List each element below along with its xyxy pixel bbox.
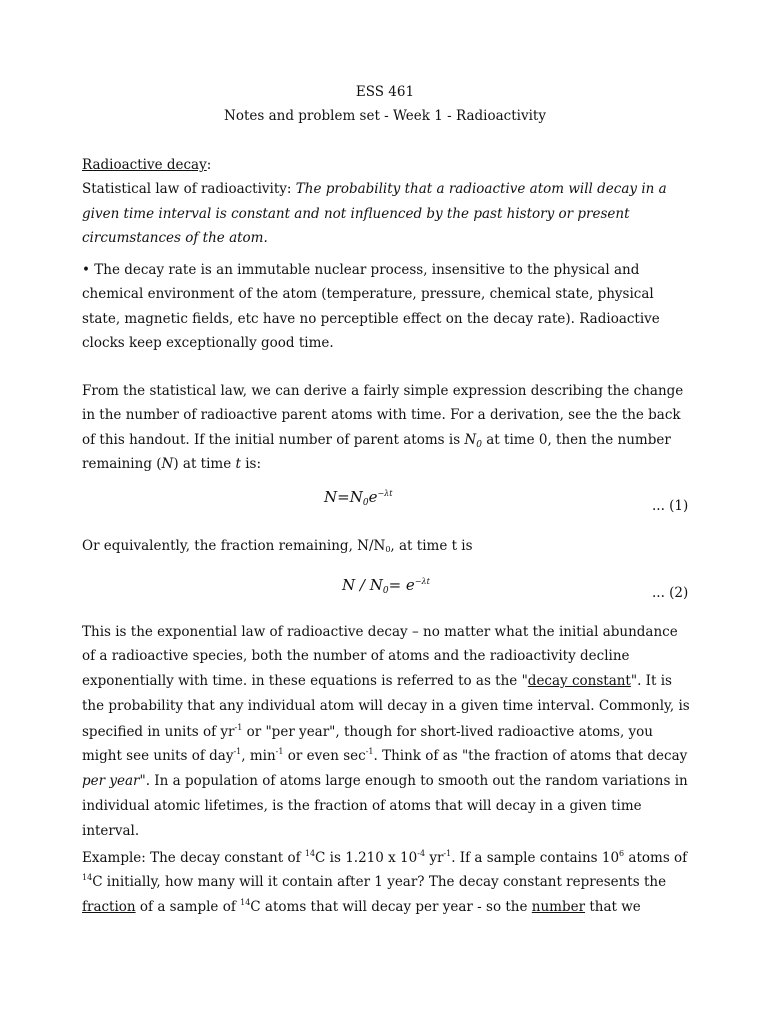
example-text: yr [425, 850, 444, 866]
paragraph-text: in these equations is referred to as the " [251, 672, 528, 689]
equiv-subscript: 0 [385, 545, 391, 554]
exponential-law-paragraph [82, 620, 692, 844]
fraction-term: fraction [82, 898, 136, 915]
derivation-text: ) at time [173, 456, 236, 473]
bullet-paragraph [82, 258, 692, 356]
superscript: -1 [365, 747, 374, 757]
symbol-n: N [161, 456, 174, 473]
superscript: 14 [304, 849, 316, 858]
eq2-subscript: 0 [382, 586, 389, 596]
superscript: 6 [619, 849, 625, 858]
eq2-lhs: N / N [342, 576, 383, 594]
section-heading-colon: : [206, 157, 212, 173]
paragraph-text: This is the exponential law of radioactive decay – no matter what the initial abundance of a radioactive species, both the number of atoms and the radioactivity decline exponentially with time. [82, 624, 678, 689]
paragraph-text: as "the fraction of atoms that decay [442, 748, 688, 765]
derivation-text: at time 0, then the number remaining ( [82, 431, 671, 473]
eq2-exponent: −λt [414, 577, 430, 586]
equation-2 [342, 576, 430, 594]
eq1-lhs: N [324, 488, 338, 506]
law-label: Statistical law of radioactivity: [82, 181, 296, 198]
paragraph-text: or "per year", though for short-lived radioactive atoms, you might see units of day [82, 723, 653, 765]
equation-1-number: ... (1) [652, 498, 689, 514]
superscript: 14 [82, 873, 93, 883]
law-statement: The probability that a radioactive atom will decay in a given time interval is constant and not influenced by the past history or present circumstances of the atom. [82, 181, 667, 247]
example-text: C is 1.210 x 10 [315, 850, 418, 866]
section-heading: Radioactive decay [82, 157, 207, 173]
example-text: that we [585, 898, 641, 915]
law-section [82, 153, 692, 251]
paragraph-text: is the fraction of atoms that will decay in a given time interval. [82, 797, 642, 840]
example-paragraph [82, 846, 692, 919]
bullet-text: The decay rate is an immutable nuclear process, insensitive to the physical and chemical environment of the atom (temperature, pressure, chemical state, physical state, magnetic fields, etc have no perceptible effect on the decay rate). Radioactive clocks keep exceptionally good time. [82, 262, 660, 352]
bullet-marker: • [82, 262, 90, 278]
symbol-n0-subscript: 0 [476, 439, 482, 450]
example-text: . If a sample contains 10 [451, 850, 620, 866]
example-text: Example: The decay constant of [82, 850, 305, 866]
example-text: C initially, how many will it contain after 1 year? The decay constant represents the [92, 874, 667, 891]
superscript: -1 [234, 722, 243, 732]
superscript: -1 [275, 747, 284, 757]
superscript: 14 [240, 897, 251, 907]
equation-1 [324, 488, 392, 506]
equivalence-line [82, 534, 692, 558]
eq2-rhs: = e [388, 576, 415, 594]
paragraph-text: ". It is the probability that any individual atom will decay in a given time interval. Commonly, [82, 672, 679, 715]
eq1-exponent: −λt [377, 489, 393, 498]
page-subtitle: Notes and problem set - Week 1 - Radioactivity [224, 108, 546, 124]
equation-2-number: ... (2) [652, 585, 689, 601]
equiv-text: , at time t is [390, 538, 473, 554]
symbol-t: t [235, 456, 241, 473]
paragraph-text: is specified in units of yr [82, 698, 690, 740]
derivation-paragraph [82, 379, 692, 477]
per-year-emphasis: per year [82, 773, 140, 790]
equiv-text: Or equivalently, the fraction remaining, N/N [82, 538, 386, 554]
derivation-text: From the statistical law, we can derive a fairly simple expression describing the change in the number of radioactive parent atoms with time. For a derivation, see the the back of this handout. If the initial number of parent atoms is [82, 383, 684, 448]
paragraph-text: or even sec [283, 748, 366, 765]
example-text: of a sample of [135, 898, 241, 915]
course-title: ESS 461 [355, 84, 415, 100]
eq1-equals: = [337, 488, 350, 506]
paragraph-text: ". In a population of atoms large enough to smooth out the random variations in individual atomic lifetimes, [82, 773, 688, 814]
paragraph-text: , min [241, 748, 276, 765]
eq1-e: e [368, 488, 378, 506]
eq1-subscript: 0 [362, 498, 369, 508]
paragraph-text: . Think of [373, 748, 443, 765]
eq1-n: N [349, 488, 363, 506]
superscript: -1 [233, 747, 242, 757]
example-text: atoms of [624, 850, 688, 866]
decay-constant-term: decay constant [527, 672, 631, 689]
symbol-n0: N [464, 431, 477, 448]
number-term: number [531, 898, 586, 915]
example-text: C atoms that will decay per year - so the [250, 898, 532, 915]
superscript: -1 [443, 849, 452, 858]
superscript: -4 [417, 849, 426, 858]
derivation-text: is: [240, 456, 262, 473]
